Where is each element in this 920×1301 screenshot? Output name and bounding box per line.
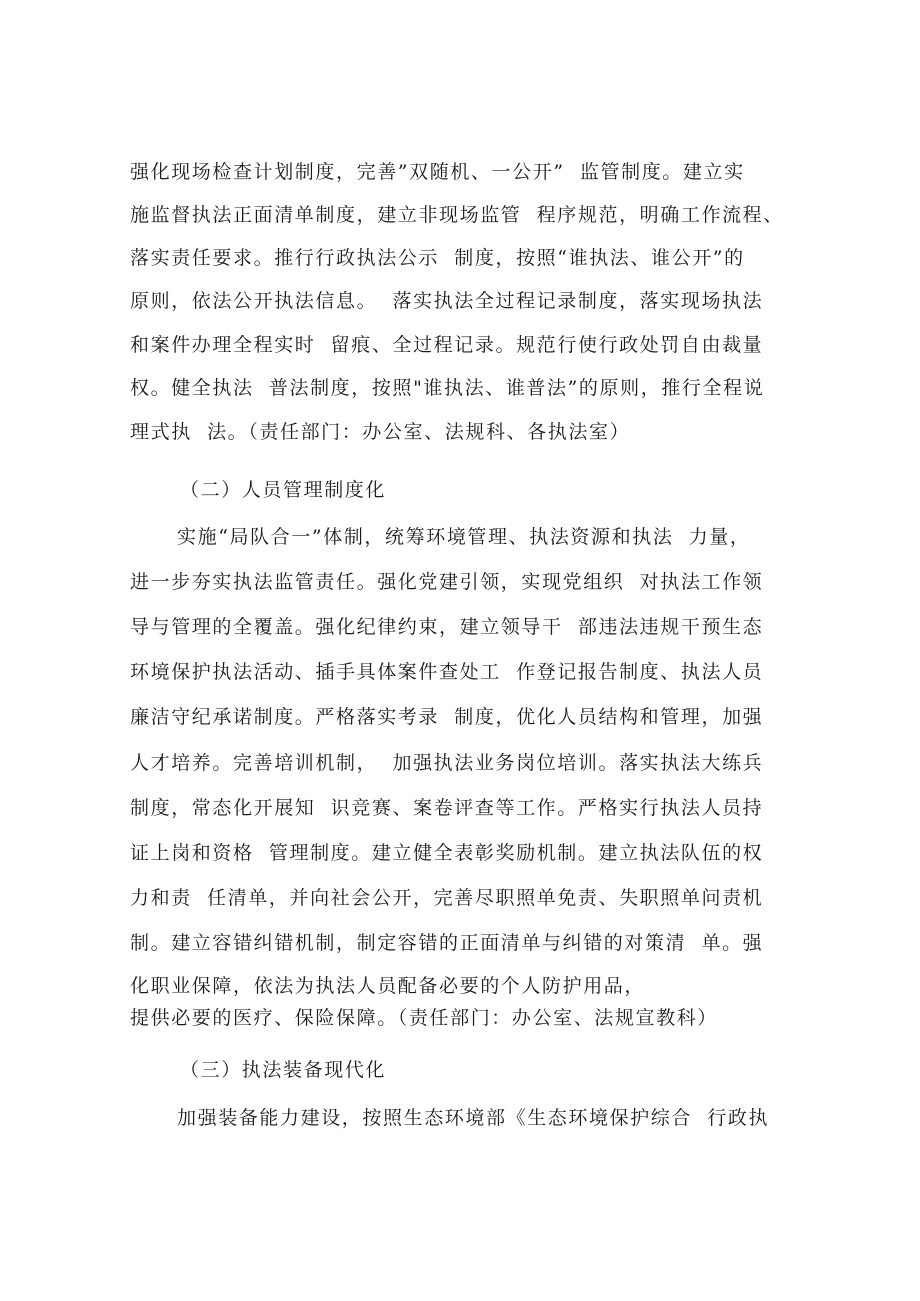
paragraph-line: 导与管理的全覆盖。强化纪律约束，建立领导干 部违法违规干预生态 — [130, 616, 764, 638]
paragraph-line: 环境保护执法活动、插手具体案件查处工 作登记报告制度、执法人员 — [130, 661, 764, 683]
paragraph-line: 人才培养。完善培训机制， 加强执法业务岗位培训。落实执法大练兵 — [130, 752, 764, 774]
section-heading: （二）人员管理制度化 — [180, 479, 387, 501]
paragraph-line: 提供必要的医疗、保险保障。（责任部门：办公室、法规宣教科） — [130, 1007, 718, 1029]
paragraph-line: 加强装备能力建设，按照生态环境部《生态环境保护综合 行政执 — [177, 1107, 770, 1129]
paragraph-line: 强化现场检查计划制度，完善”双随机、一公开” 监管制度。建立实 — [130, 161, 745, 183]
paragraph-line: 权。健全执法 普法制度，按照"谁执法、谁普法”的原则，推行全程说 — [130, 377, 765, 399]
paragraph-line: 实施“局队合一”体制，统筹环境管理、执法资源和执法 力量， — [177, 526, 751, 548]
paragraph-line: 进一步夯实执法监管责任。强化党建引领，实现党组织 对执法工作领 — [130, 571, 764, 593]
paragraph-line: 原则，依法公开执法信息。 落实执法全过程记录制度，落实现场执法 — [130, 290, 764, 312]
paragraph-line: 廉洁守纪承诺制度。严格落实考录 制度，优化人员结构和管理，加强 — [130, 706, 764, 728]
paragraph-line: 证上岗和资格 管理制度。建立健全表彰奖励机制。建立执法队伍的权 — [130, 842, 764, 864]
paragraph-line: 化职业保障，依法为执法人员配备必要的个人防护用品， — [130, 975, 646, 997]
paragraph-line: 和案件办理全程实时 留痕、全过程记录。规范行使行政处罚自由裁量 — [130, 334, 764, 356]
paragraph-line: 制度，常态化开展知 识竞赛、案卷评查等工作。严格实行执法人员持 — [130, 797, 764, 819]
paragraph-line: 施监督执法正面清单制度，建立非现场监管 程序规范，明确工作流程、 — [130, 204, 784, 226]
section-heading: （三）执法装备现代化 — [180, 1059, 387, 1081]
paragraph-line: 制。建立容错纠错机制，制定容错的正面清单与纠错的对策清 单。强 — [130, 932, 764, 954]
paragraph-line: 落实责任要求。推行行政执法公示 制度，按照“谁执法、谁公开”的 — [130, 247, 745, 269]
paragraph-line: 力和责 任清单，并向社会公开，完善尽职照单免责、失职照单问责机 — [130, 887, 764, 909]
paragraph-line: 理式执 法。（责任部门：办公室、法规科、各执法室） — [130, 421, 631, 443]
